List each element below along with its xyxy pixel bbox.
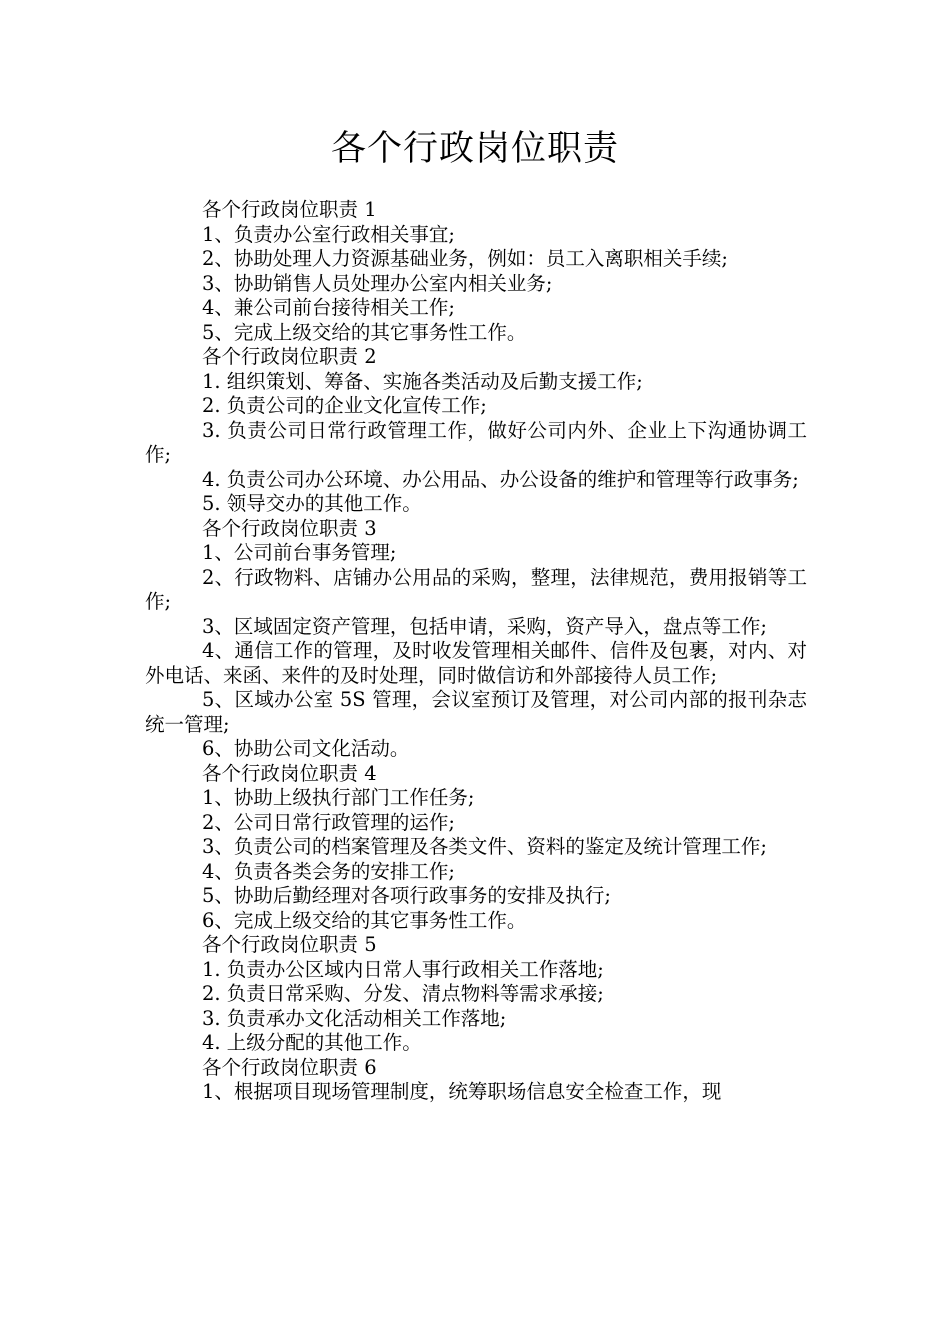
list-item: 1. 负责办公区域内日常人事行政相关工作落地;	[202, 957, 604, 981]
document-body	[145, 198, 807, 1105]
list-item: 5、区域办公室 5S 管理，会议室预订及管理，对公司内部的报刊杂志统一管理;	[145, 688, 807, 736]
section-heading: 各个行政岗位职责 5	[202, 933, 377, 956]
list-item: 5、完成上级交给的其它事务性工作。	[202, 320, 527, 344]
list-item: 6、协助公司文化活动。	[202, 737, 410, 760]
list-item: 2. 负责日常采购、分发、清点物料等需求承接;	[202, 982, 604, 1005]
list-item: 1. 组织策划、筹备、实施各类活动及后勤支援工作;	[202, 369, 643, 393]
list-item: 5、协助后勤经理对各项行政事务的安排及执行;	[202, 884, 611, 907]
section-heading: 各个行政岗位职责 3	[202, 516, 377, 540]
list-item: 3、协助销售人员处理办公室内相关业务;	[202, 271, 553, 295]
list-item: 5. 领导交办的其他工作。	[202, 492, 422, 515]
list-item: 2. 负责公司的企业文化宣传工作;	[202, 394, 487, 417]
list-item: 6、完成上级交给的其它事务性工作。	[202, 908, 527, 932]
list-item: 1、负责办公室行政相关事宜;	[202, 222, 455, 246]
list-item: 4、兼公司前台接待相关工作;	[202, 296, 455, 319]
list-item: 4. 上级分配的其他工作。	[202, 1031, 422, 1054]
list-item: 2、协助处理人力资源基础业务，例如：员工入离职相关手续;	[202, 247, 728, 270]
section-heading: 各个行政岗位职责 4	[202, 761, 377, 785]
list-item: 4. 负责公司办公环境、办公用品、办公设备的维护和管理等行政事务;	[202, 467, 799, 491]
list-item: 3. 负责承办文化活动相关工作落地;	[202, 1006, 507, 1030]
section-heading: 各个行政岗位职责 6	[202, 1055, 377, 1079]
list-item: 1、根据项目现场管理制度，统筹职场信息安全检查工作，现	[202, 1080, 722, 1103]
section-heading: 各个行政岗位职责 2	[202, 345, 377, 368]
list-item: 1、协助上级执行部门工作任务;	[202, 786, 475, 809]
list-item: 4、负责各类会务的安排工作;	[202, 859, 455, 883]
section-heading: 各个行政岗位职责 1	[202, 198, 377, 221]
list-item: 2、行政物料、店铺办公用品的采购，整理，法律规范，费用报销等工作;	[145, 565, 807, 613]
list-item: 1、公司前台事务管理;	[202, 541, 397, 564]
list-item: 3、区域固定资产管理，包括申请，采购，资产导入，盘点等工作;	[202, 614, 767, 638]
list-item: 3. 负责公司日常行政管理工作，做好公司内外、企业上下沟通协调工作;	[145, 418, 807, 466]
list-item: 4、通信工作的管理，及时收发管理相关邮件、信件及包裹，对内、对外电话、来函、来件的及时处理，同时做信访和外部接待人员工作;	[145, 639, 807, 687]
list-item: 2、公司日常行政管理的运作;	[202, 810, 455, 834]
list-item: 3、负责公司的档案管理及各类文件、资料的鉴定及统计管理工作;	[202, 835, 767, 858]
document-title: 各个行政岗位职责	[330, 129, 619, 169]
